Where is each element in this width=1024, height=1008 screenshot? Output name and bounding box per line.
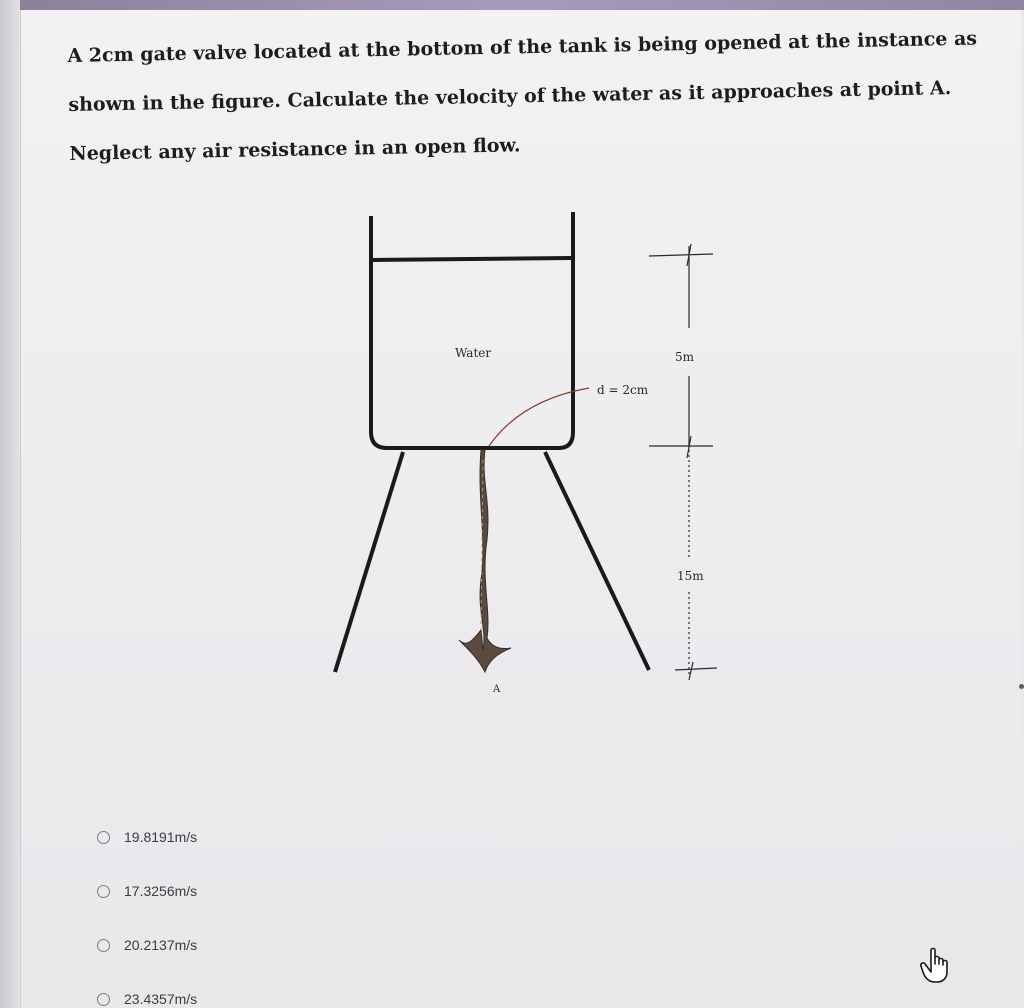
tank-leg-right [545, 452, 649, 670]
question-card [20, 10, 1021, 1008]
hand-pointer-icon [917, 946, 957, 986]
answer-option-2[interactable] [97, 864, 497, 918]
tank-leg-left [335, 452, 403, 672]
left-edge [0, 0, 20, 1008]
tank-diagram [321, 200, 741, 710]
water-jet [459, 450, 511, 672]
answer-option-label: 23.4357m/s [124, 991, 198, 1007]
water-label: Water [455, 346, 492, 360]
point-a-label: A [493, 684, 501, 695]
water-surface-line [371, 258, 571, 260]
answer-option-1[interactable] [97, 810, 497, 864]
tank-wall-left [371, 212, 573, 448]
answer-option-4[interactable] [97, 972, 497, 1008]
radio-button-icon[interactable] [97, 885, 110, 898]
answer-option-label: 20.2137m/s [124, 937, 198, 953]
radio-button-icon[interactable] [97, 993, 110, 1006]
answer-option-label: 19.8191m/s [124, 829, 198, 845]
answer-options [97, 810, 497, 1008]
question-text: A 2cm gate valve located at the bottom of the tank is being opened at the instance as shown in the figure. Calculate the velocity of the water as it approaches at point A. Neglect any air resistance in an open flow. [67, 27, 978, 165]
tank-figure [321, 200, 741, 710]
lower-height-label: 15m [677, 569, 704, 583]
answer-option-3[interactable] [97, 918, 497, 972]
diameter-label: d = 2cm [597, 383, 649, 397]
radio-button-icon[interactable] [97, 939, 110, 952]
scroll-indicator [1019, 684, 1024, 689]
upper-height-label: 5m [675, 350, 695, 364]
top-bar [0, 0, 1024, 10]
answer-option-label: 17.3256m/s [124, 883, 198, 899]
radio-button-icon[interactable] [97, 831, 110, 844]
